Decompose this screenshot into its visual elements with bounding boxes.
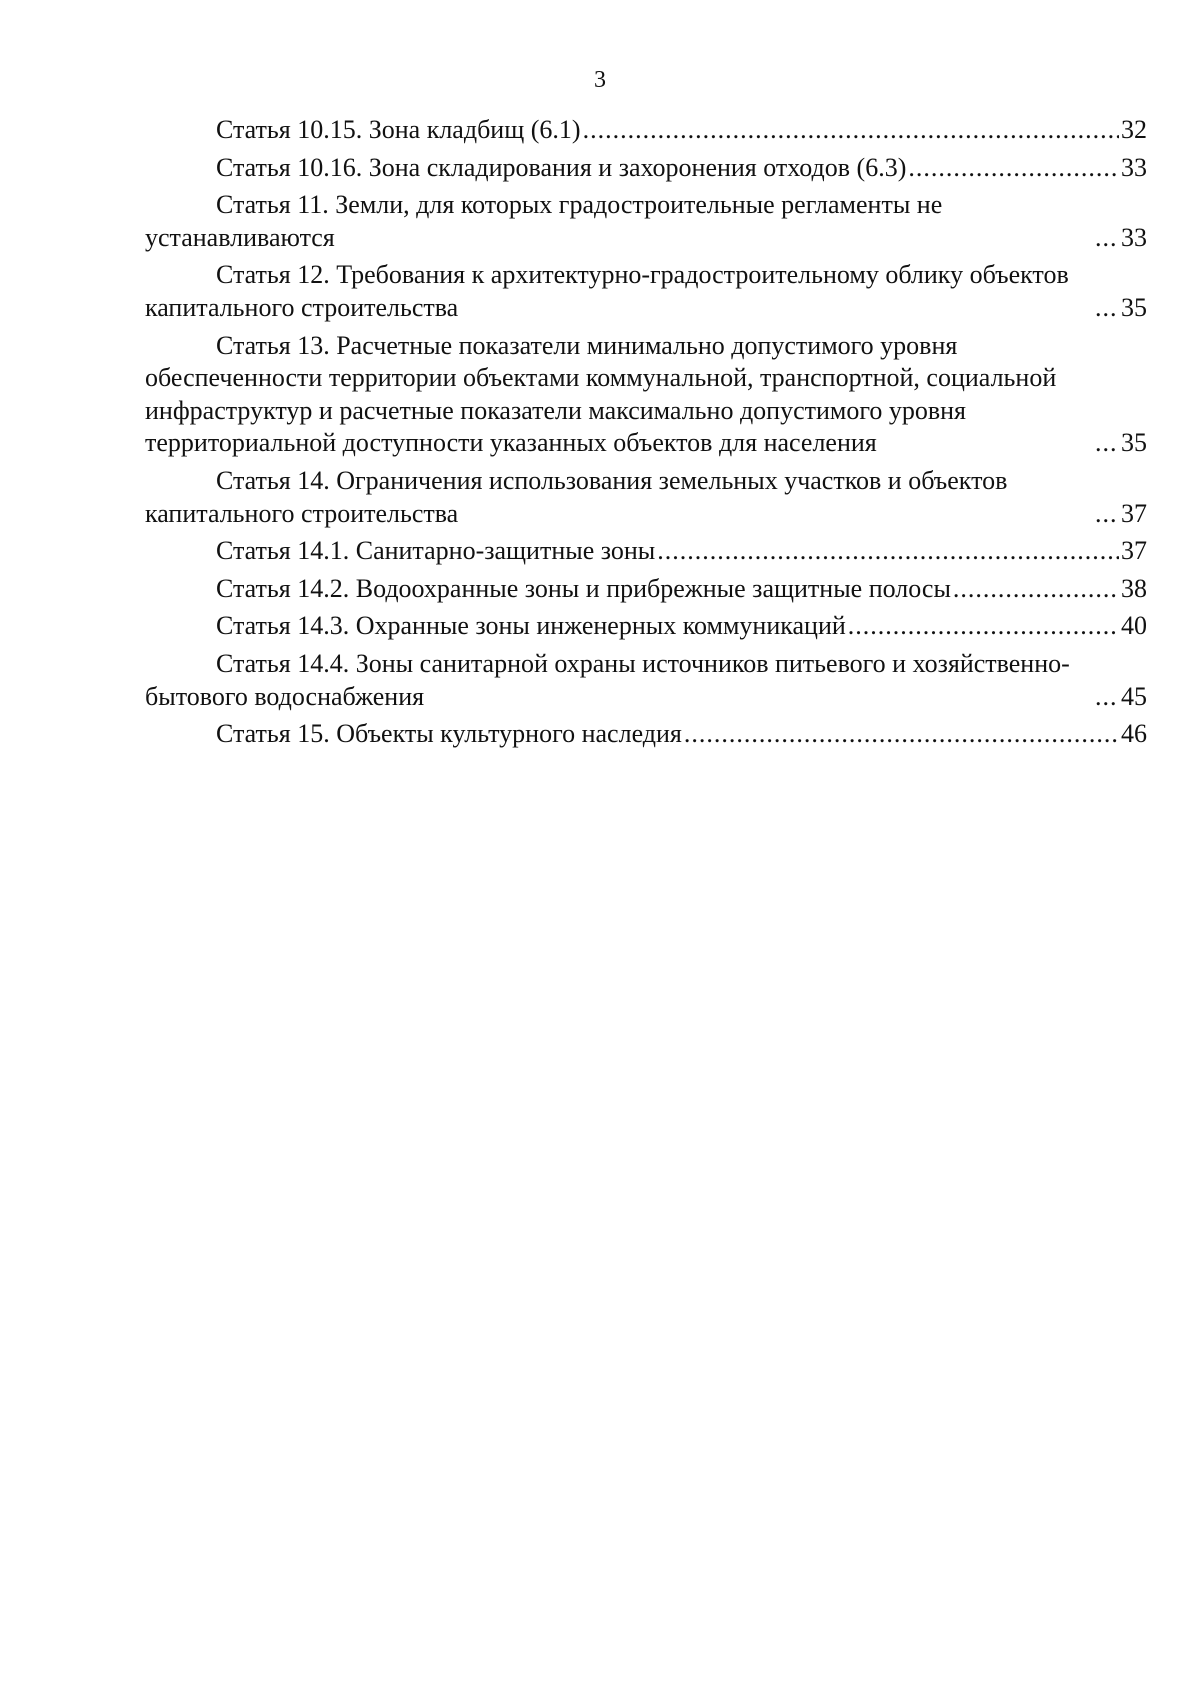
toc-entry[interactable] [145,189,1147,254]
toc-entry-title: Статья 14.3. Охранные зоны инженерных коммуникаций [216,611,846,641]
toc-dot-leader [908,152,1119,185]
toc-entry[interactable] [145,610,1147,643]
toc-dot-leader [848,610,1119,643]
toc-entry-page: 33 [1121,152,1147,182]
toc-entry-title: Статья 14.4. Зоны санитарной охраны источников питьевого и хозяйственно-бытового водоснабжения [145,648,1070,711]
toc-dot-leader [657,535,1119,568]
toc-dot-leader [1095,498,1119,531]
toc-entry-page: 40 [1121,611,1147,641]
toc-entry[interactable] [145,330,1147,460]
toc-dot-leader [1095,222,1119,255]
toc-entry-page: 37 [1121,536,1147,566]
toc-entry-title: Статья 12. Требования к архитектурно-градостроительному облику объектов капитального строительства [145,260,1069,322]
toc-entry-title: Статья 14.2. Водоохранные зоны и прибрежные защитные полосы [216,573,951,603]
toc-entry-page: 35 [1121,292,1147,322]
toc-dot-leader [684,718,1119,751]
toc-entry-page: 37 [1121,498,1147,528]
toc-entry-title: Статья 14.1. Санитарно-защитные зоны [216,536,656,566]
toc-entry-title: Статья 10.16. Зона складирования и захоронения отходов (6.3) [216,152,907,182]
toc-entry[interactable] [145,535,1147,568]
toc-dot-leader [953,573,1119,606]
toc-entry-page: 35 [1121,428,1147,458]
toc-entry[interactable] [145,114,1147,147]
toc-dot-leader [1095,427,1119,460]
toc-entry-page: 33 [1121,222,1147,252]
toc-entry-title: Статья 14. Ограничения использования земельных участков и объектов капитального строительства [145,465,1008,528]
toc-entry-page: 46 [1121,719,1147,749]
page-number: 3 [594,67,606,93]
toc-entry[interactable] [145,573,1147,606]
table-of-contents [145,114,1147,756]
toc-entry-page: 45 [1121,681,1147,711]
toc-entry[interactable] [145,152,1147,185]
toc-entry-title: Статья 10.15. Зона кладбищ (6.1) [216,115,581,144]
toc-entry[interactable] [145,465,1147,530]
toc-dot-leader [1095,292,1119,325]
toc-entry-page: 32 [1121,115,1147,144]
toc-entry-title: Статья 11. Земли, для которых градостроительные регламенты не устанавливаются [145,190,943,252]
toc-entry-title: Статья 13. Расчетные показатели минимально допустимого уровня обеспеченности территории объектами коммунальной, транспортной, социальной инфраструктур и расчетные показатели максимально допустимого уровня территориальной доступности указанных объектов для населения [145,330,1057,458]
toc-entry[interactable] [145,648,1147,713]
toc-entry-page: 38 [1121,573,1147,603]
toc-dot-leader [583,114,1119,147]
toc-entry-title: Статья 15. Объекты культурного наследия [216,719,682,749]
toc-entry[interactable] [145,718,1147,751]
toc-entry[interactable] [145,259,1147,324]
toc-dot-leader [1095,681,1119,714]
